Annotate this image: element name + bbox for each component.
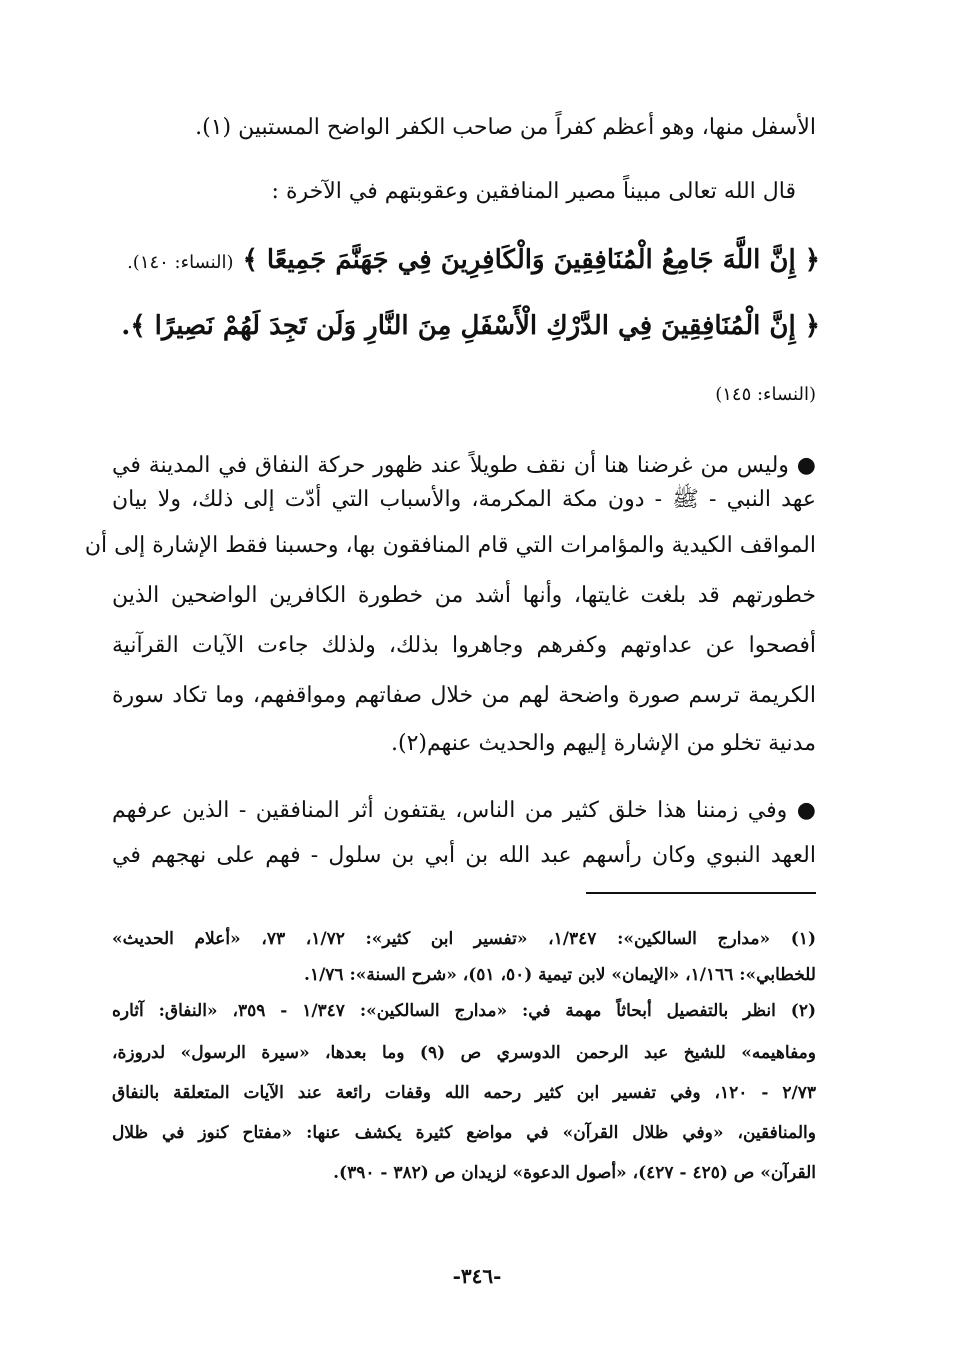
paragraph-line: خطورتهم قد بلغت غايتها، وأنها أشد من خطورة الكافرين الواضحين الذين <box>112 583 816 608</box>
verse-reference: (النساء: ١٤٥) <box>715 384 816 405</box>
quran-verse: ﴿ إِنَّ الْمُنَافِقِينَ فِي الدَّرْكِ الْأَسْفَلِ مِنَ النَّارِ وَلَن تَجِدَ لَهُمْ نَصِيرًا ﴾. <box>121 311 820 341</box>
footnote-line: والمنافقين، «وفي ظلال القرآن» في مواضع كثيرة يكشف عنها: «مفتاح كنوز في ظلال <box>112 1123 816 1143</box>
text-line: الأسفل منها، وهو أعظم كفراً من صاحب الكفر الواضح المستبين (١). <box>195 115 816 140</box>
footnote-line: ٢/٧٣ - ١٢٠، وفي تفسير ابن كثير رحمه الله وقفات رائعة عند الآيات المتعلقة بالنفاق <box>112 1083 816 1103</box>
paragraph-line: ● وفي زمننا هذا خلق كثير من الناس، يقتفون أثر المنافقين - الذين عرفهم <box>112 798 816 823</box>
quran-verse <box>112 240 820 283</box>
verse-text: ﴿ إِنَّ اللَّهَ جَامِعُ الْمُنَافِقِينَ وَالْكَافِرِينَ فِي جَهَنَّمَ جَمِيعًا ﴾ <box>242 245 820 275</box>
footnote-line: ومفاهيمه» للشيخ عبد الرحمن الدوسري ص (٩) وما بعدها، «سيرة الرسول» لدروزة، <box>112 1043 816 1063</box>
paragraph-line: الكريمة ترسم صورة واضحة لهم من خلال صفاتهم ومواقفهم، وما تكاد سورة <box>112 683 816 708</box>
paragraph-line: مدنية تخلو من الإشارة إليهم والحديث عنهم(٢). <box>391 731 816 756</box>
paragraph-line: العهد النبوي وكان رأسهم عبد الله بن أبي بن سلول - فهم على نهجهم في <box>112 843 816 868</box>
verse-reference: (النساء: ١٤٠). <box>127 252 234 273</box>
page-number: -٣٤٦- <box>452 1264 502 1288</box>
footnote-line: (٢) انظر بالتفصيل أبحاثاً مهمة في: «مدارج السالكين»: ١/٣٤٧ - ٣٥٩، «النفاق: آثاره <box>112 1001 816 1021</box>
paragraph-line: ● وليس من غرضنا هنا أن نقف طويلاً عند ظهور حركة النفاق في المدينة في <box>112 453 816 478</box>
footnote-line: للخطابي»: ١/١٦٦، «الإيمان» لابن تيمية (٥٠، ٥١)، «شرح السنة»: ١/٧٦. <box>304 965 816 985</box>
paragraph-line: المواقف الكيدية والمؤامرات التي قام المنافقون بها، وحسبنا فقط الإشارة إلى أن <box>84 533 816 558</box>
footnote-line: (١) «مدارج السالكين»: ١/٣٤٧، «تفسير ابن كثير»: ١/٧٢، ٧٣، «أعلام الحديث» <box>112 929 816 949</box>
text-line: قال الله تعالى مبيناً مصير المنافقين وعقوبتهم في الآخرة : <box>271 179 796 204</box>
footnote-separator <box>586 892 816 894</box>
paragraph-line: أفصحوا عن عداوتهم وكفرهم وجاهروا بذلك، ولذلك جاءت الآيات القرآنية <box>112 633 816 658</box>
paragraph-line: عهد النبي - ﷺ - دون مكة المكرمة، والأسباب التي أدّت إلى ذلك، ولا بيان <box>112 487 816 512</box>
footnote-line: القرآن» ص (٤٢٥ - ٤٢٧)، «أصول الدعوة» لزيدان ص (٣٨٢ - ٣٩٠). <box>333 1163 816 1183</box>
